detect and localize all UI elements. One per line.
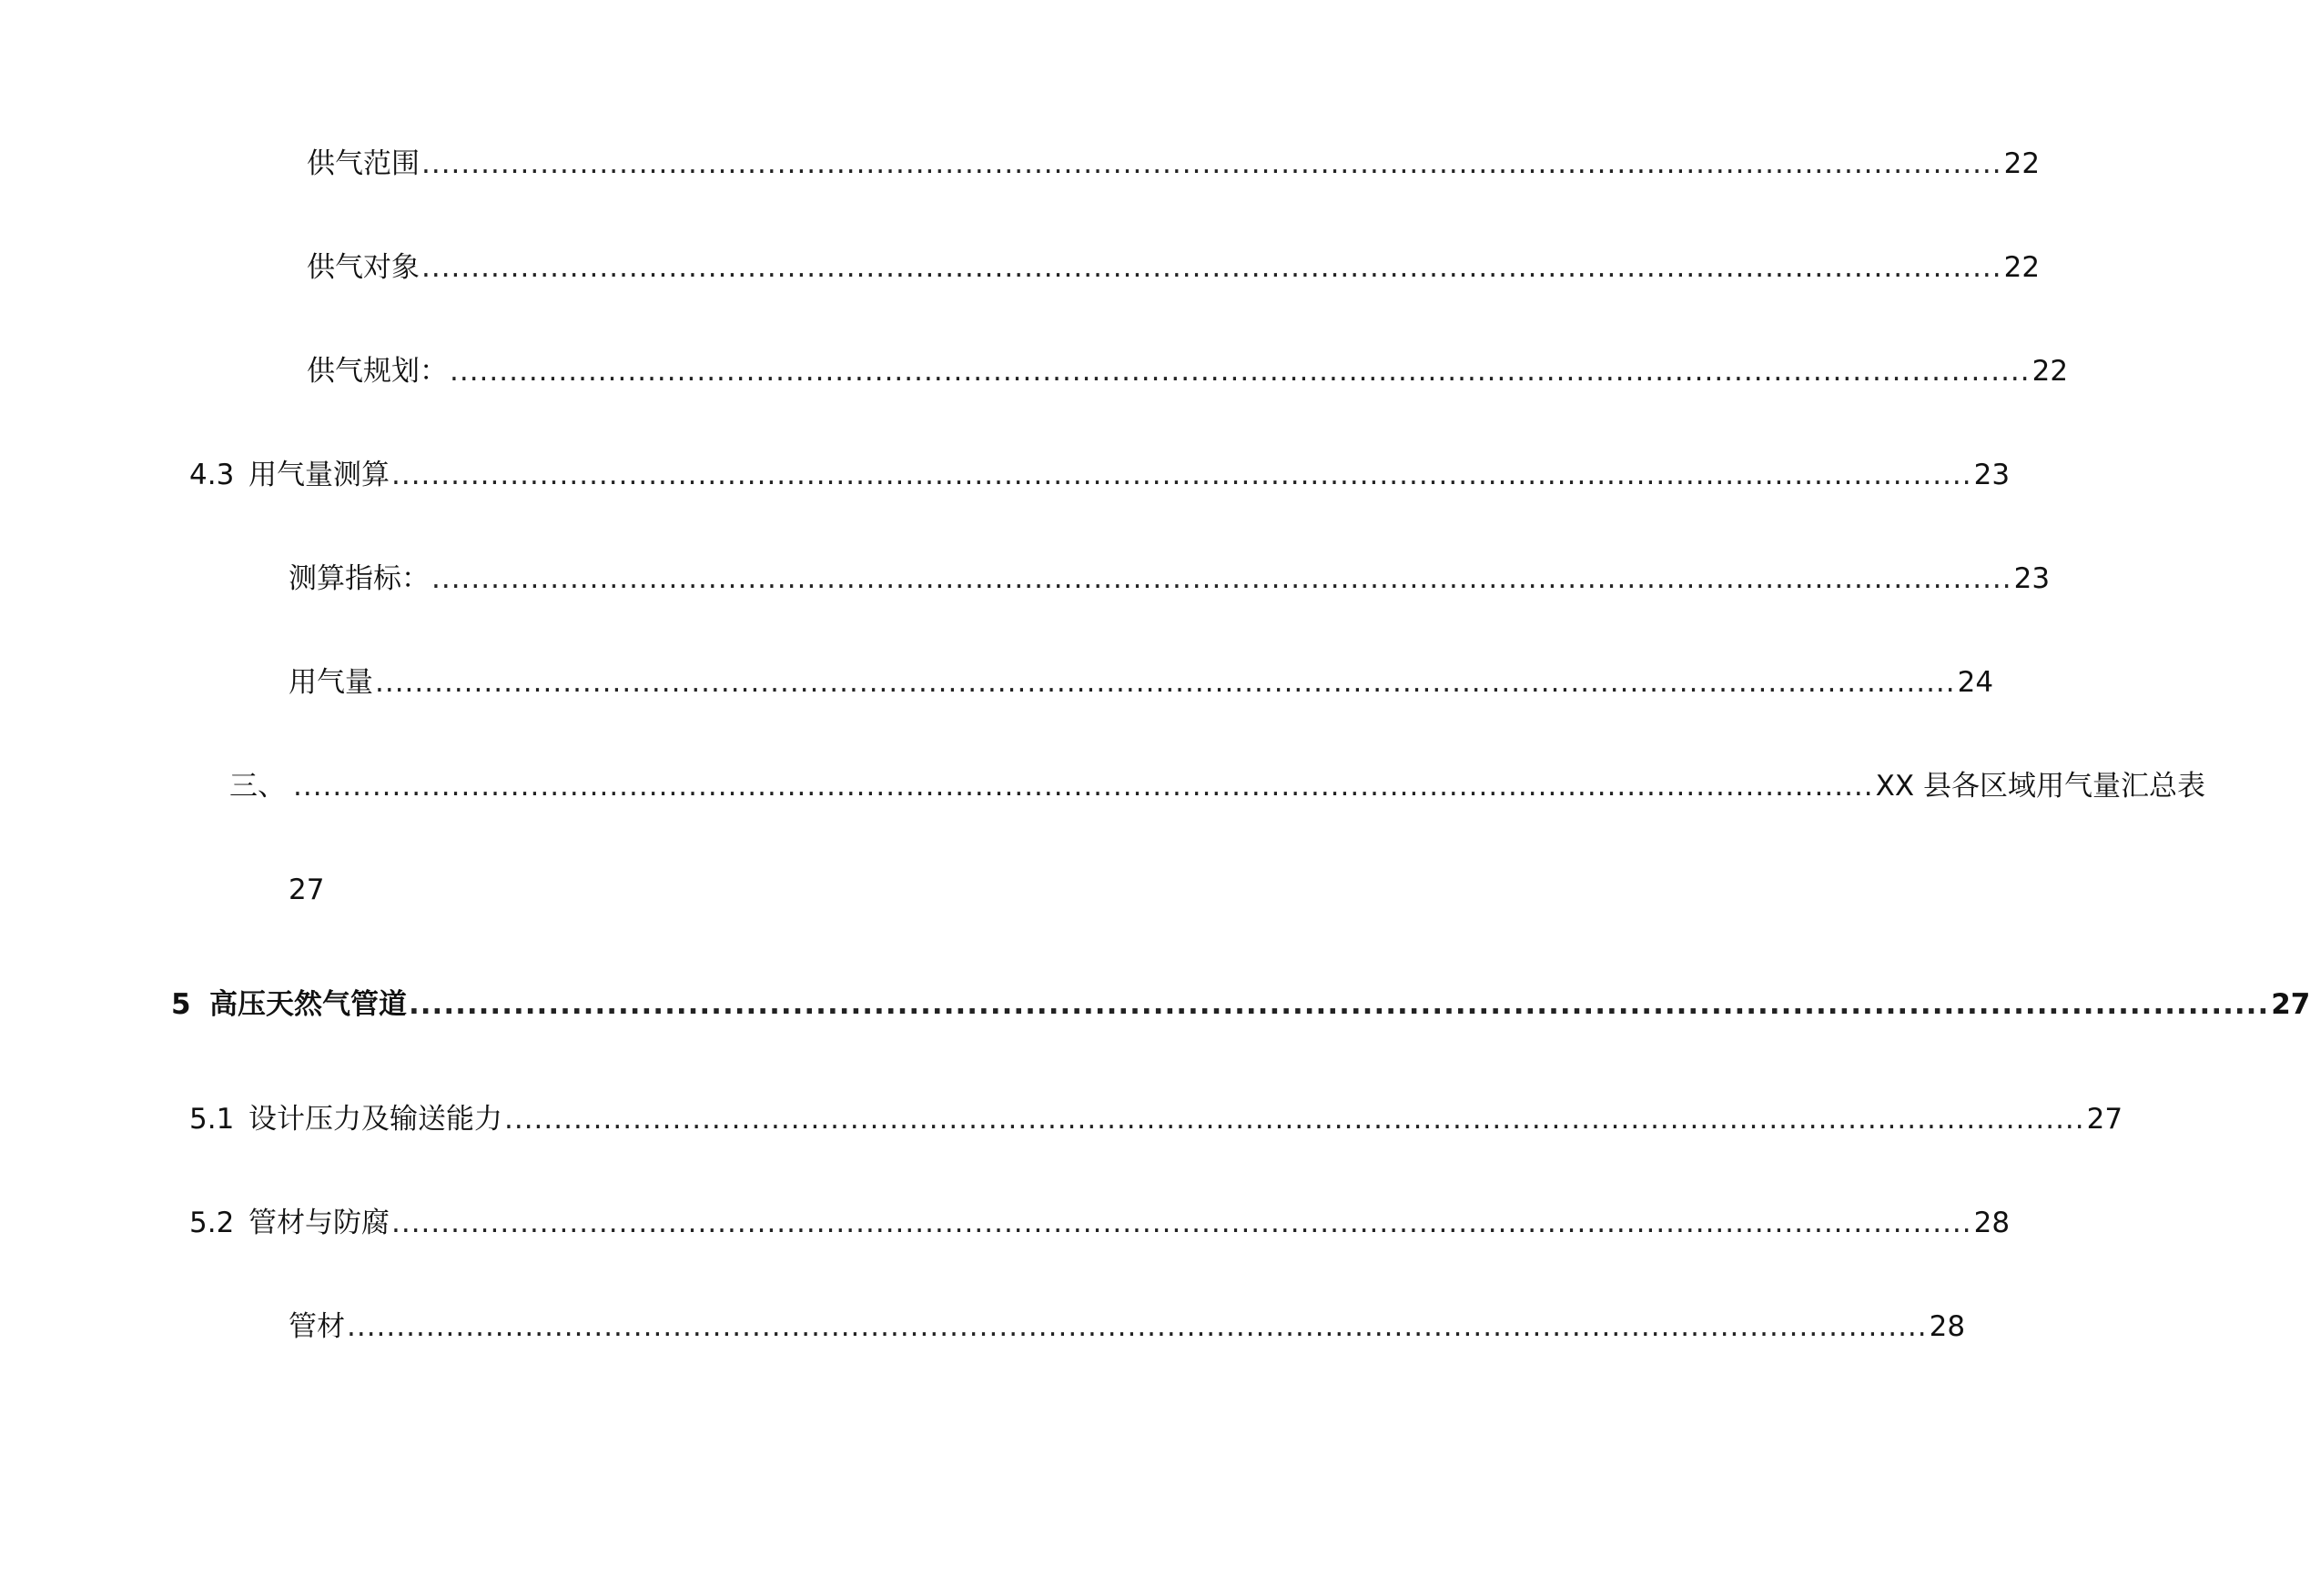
toc-section-number: 5 — [171, 988, 191, 1021]
toc-entry[interactable] — [289, 664, 1994, 701]
toc-dot-leader: ................................................................................................................................................................ — [421, 147, 2002, 180]
toc-dot-leader: ................................................................................................................................................................ — [504, 1103, 2085, 1136]
toc-entry[interactable] — [229, 768, 2205, 804]
toc-section-number: 5.2 — [189, 1207, 235, 1239]
toc-page-number: 22 — [2003, 251, 2041, 284]
toc-section-number: 三、 — [229, 770, 286, 803]
toc-dot-leader: ................................................................................................................................................................ — [293, 770, 1874, 803]
toc-entry-title: XX 县各区域用气量汇总表 — [1875, 770, 2205, 803]
toc-entry-title: 设计压力及输送能力 — [248, 1103, 502, 1136]
toc-dot-leader: ................................................................................................................................................................ — [391, 1207, 1972, 1239]
toc-page-number: 22 — [2003, 147, 2041, 180]
toc-dot-leader: ................................................................................................................................................................ — [409, 988, 2270, 1021]
toc-section-number: 4.3 — [189, 459, 235, 491]
toc-entry[interactable] — [307, 146, 2041, 182]
toc-entry-title: 用气量测算 — [248, 459, 390, 491]
toc-page-number: 27 — [289, 874, 325, 906]
toc-dot-leader: ................................................................................................................................................................ — [421, 251, 2002, 284]
toc-entry-title: 测算指标： — [289, 562, 430, 595]
toc-entry[interactable] — [289, 1308, 1966, 1345]
toc-dot-leader: ................................................................................................................................................................ — [391, 459, 1972, 491]
toc-entry-title: 供气规划： — [307, 355, 448, 388]
toc-dot-leader: ................................................................................................................................................................ — [375, 666, 1956, 699]
toc-page-number: 22 — [2031, 355, 2069, 388]
toc-dot-leader: ................................................................................................................................................................ — [347, 1310, 1928, 1343]
toc-entry-title: 管材 — [289, 1310, 345, 1343]
toc-section-number: 5.1 — [189, 1103, 235, 1136]
toc-page-number: 24 — [1957, 666, 1994, 699]
toc-entry-title: 供气对象 — [307, 251, 420, 284]
toc-page-number: 23 — [1973, 459, 2011, 491]
toc-entry-chapter[interactable] — [171, 986, 2310, 1023]
toc-dot-leader: ................................................................................................................................................................ — [450, 355, 2031, 388]
toc-entry-title: 管材与防腐 — [248, 1207, 390, 1239]
toc-page-number: 23 — [2013, 562, 2051, 595]
toc-entry-title: 供气范围 — [307, 147, 420, 180]
toc-page-number: 27 — [2271, 988, 2310, 1021]
toc-entry[interactable] — [189, 1205, 2011, 1241]
toc-entry[interactable] — [307, 249, 2041, 286]
toc-entry-title: 用气量 — [289, 666, 373, 699]
toc-entry-title: 高压天然气管道 — [209, 988, 407, 1021]
toc-entry[interactable] — [189, 457, 2011, 493]
toc-entry[interactable] — [307, 353, 2069, 389]
toc-entry[interactable] — [189, 1101, 2123, 1137]
toc-page-number: 28 — [1973, 1207, 2011, 1239]
toc-entry[interactable] — [289, 561, 2051, 597]
toc-page-number: 27 — [2086, 1103, 2123, 1136]
toc-page-number: 28 — [1929, 1310, 1966, 1343]
toc-dot-leader: ................................................................................................................................................................ — [431, 562, 2012, 595]
